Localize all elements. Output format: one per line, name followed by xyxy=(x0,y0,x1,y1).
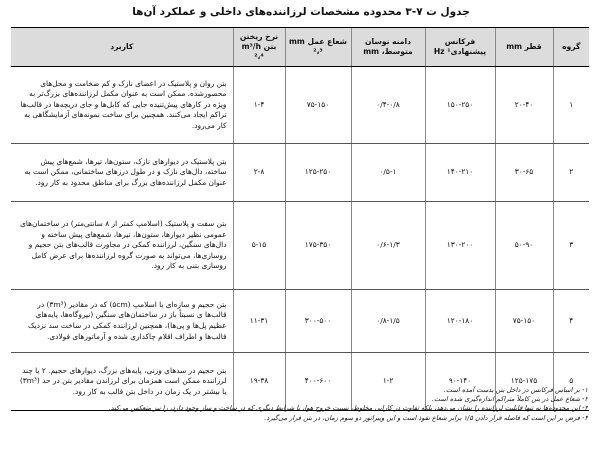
cell-radius: ۳۰۰-۵۰۰ xyxy=(285,290,351,353)
cell-radius: ۴۰۰-۶۰۰ xyxy=(285,353,351,411)
cell-radius: ۷۵-۱۵۰ xyxy=(285,67,351,144)
cell-amplitude: ۱-۲ xyxy=(351,353,425,411)
cell-diameter: ۵۰-۹۰ xyxy=(495,202,553,290)
header-frequency: فرکانس پیشنهادی¹ Hz xyxy=(425,28,495,67)
cell-amplitude: ۰/۶-۱/۳ xyxy=(351,202,425,290)
cell-frequency: ۹۰-۱۴۰ xyxy=(425,353,495,411)
header-rate: نرخ ریختن بتن m³/h ²،⁴ xyxy=(233,28,285,67)
table-row xyxy=(11,290,589,353)
cell-diameter: ۷۵-۱۵۰ xyxy=(495,290,553,353)
cell-rate: ۲-۸ xyxy=(233,144,285,202)
footnote: ۴- فرض بر این است که فاصله قرار دادن ۱/۵ برابر شعاع نفوذ است و این ویبراتور دو سوم زمان، در بتن قرار می‌گیرد. xyxy=(264,413,588,422)
cell-frequency: ۱۵۰-۲۵۰ xyxy=(425,67,495,144)
cell-diameter: ۳۰-۶۵ xyxy=(495,144,553,202)
header-usage: کاربرد xyxy=(11,28,233,67)
cell-rate: ۱-۴ xyxy=(233,67,285,144)
cell-usage: بتن روان و پلاستیک در اعضای نازک و کم ضخامت و محل‌های محصورشده. ممکن است به عنوان مکمل لرزاننده‌های بزرگ‌تر به ویژه در کارهای پیش‌تنیده جایی که کابل‌ها و جای دریچه‌ها در قالب‌ها تراکم ایجاد می‌کنند. همچنین برای ساخت نمونه‌های آزمایشگاهی به کار می‌رود. xyxy=(11,67,233,144)
cell-usage: بتن حجیم در سدهای وزنی، پایه‌های بزرگ، دیوارهای حجیم. ۲ یا چند لرزاننده ممکن است همزمان برای لرزاندن مقادیر بتن در حد (۳m³) یا بیشتر در یک زمان در داخل بتن قالب به کار رود. xyxy=(11,353,233,411)
cell-radius: ۱۲۵-۲۵۰ xyxy=(285,144,351,202)
cell-amplitude: ۰/۸-۱/۵ xyxy=(351,290,425,353)
vibrator-spec-table xyxy=(11,27,589,411)
header-radius: شعاع عمل mm ²،³ xyxy=(285,28,351,67)
cell-group: ۳ xyxy=(553,202,589,290)
cell-radius: ۱۷۵-۳۵۰ xyxy=(285,202,351,290)
cell-usage: بتن حجیم و سازه‌ای با اسلامپ (۵cm) که در مقادیر (۳m³) در قالب‌ها ی نسبتاً باز در ساختمان‌های سنگین (نیروگاه‌ها، پایه‌های عظیم پل‌ها و پی‌ها)، همچنین لرزاننده کمکی در ساخت سد نزدیک قالب‌ها و اطراف اقلام چاکداری شده و آرماتورهای فولادی. xyxy=(11,290,233,353)
cell-group: ۲ xyxy=(553,144,589,202)
cell-group: ۴ xyxy=(553,290,589,353)
cell-diameter: ۲۰-۴۰ xyxy=(495,67,553,144)
table-row xyxy=(11,67,589,144)
table-title: جدول ت ۷-۳ محدوده مشخصات لرزاننده‌های داخلی و عملکرد آن‌ها xyxy=(132,6,470,18)
cell-amplitude: ۰/۵-۱ xyxy=(351,144,425,202)
header-group: گروه xyxy=(553,28,589,67)
header-diameter: قطر mm xyxy=(495,28,553,67)
cell-usage: بتن پلاستیک در دیوارهای نازک، ستون‌ها، تیرها، شمع‌های پیش ساخته، دال‌های نازک و در طول درزهای ساختمانی، ممکن است به عنوان مکمل لرزاننده‌های بزرگ برای مناطق محدود به کار رود. xyxy=(11,144,233,202)
cell-usage: بتن سفت و پلاستیک (اسلامپ کمتر از ۸ سانتی‌متر) در ساختمان‌های عمومی نظیر دیوارها، ستون‌ها، تیرها، شمع‌های پیش ساخته و دال‌های سنگین، لرزاننده کمکی در مجاورت قالب‌های بتن حجیم و روسازی‌ها، می‌تواند به صورت گروه لرزاننده‌ها برای عرض کامل روسازی بتنی به کار رود. xyxy=(11,202,233,290)
cell-diameter: ۱۲۵-۱۷۵ xyxy=(495,353,553,411)
table-header-row xyxy=(11,28,589,67)
footnote: ۲- شعاع عمل در بتن کاملاً متراکم اندازه‌گیری شده است. xyxy=(431,395,588,404)
header-amplitude: دامنه نوسان متوسط، mm xyxy=(351,28,425,67)
cell-rate: ۵-۱۵ xyxy=(233,202,285,290)
table-row xyxy=(11,202,589,290)
cell-frequency: ۱۳۰-۲۰۰ xyxy=(425,202,495,290)
cell-amplitude: ۰/۴-۰/۸ xyxy=(351,67,425,144)
table-row xyxy=(11,144,589,202)
cell-group: ۵ xyxy=(553,353,589,411)
footnotes xyxy=(14,386,588,423)
cell-frequency: ۱۲۰-۱۸۰ xyxy=(425,290,495,353)
cell-group: ۱ xyxy=(553,67,589,144)
cell-frequency: ۱۴۰-۲۱۰ xyxy=(425,144,495,202)
footnote: ۳- این محدوده‌ها نه تنها قابلیت لرزاننده را نشان می‌دهد، بلکه تفاوت در کارایی مخلوط، نسبت خروج هوا، با شرایط دیگری که در ساخت و ساز وجود دارد، را نیز منعکس می‌کند. xyxy=(108,404,588,413)
cell-rate: ۱۹-۳۸ xyxy=(233,353,285,411)
footnote: ۱- بر اساس فرکانس در داخل بتن بدست آمده است. xyxy=(443,386,588,394)
cell-rate: ۱۱-۳۱ xyxy=(233,290,285,353)
